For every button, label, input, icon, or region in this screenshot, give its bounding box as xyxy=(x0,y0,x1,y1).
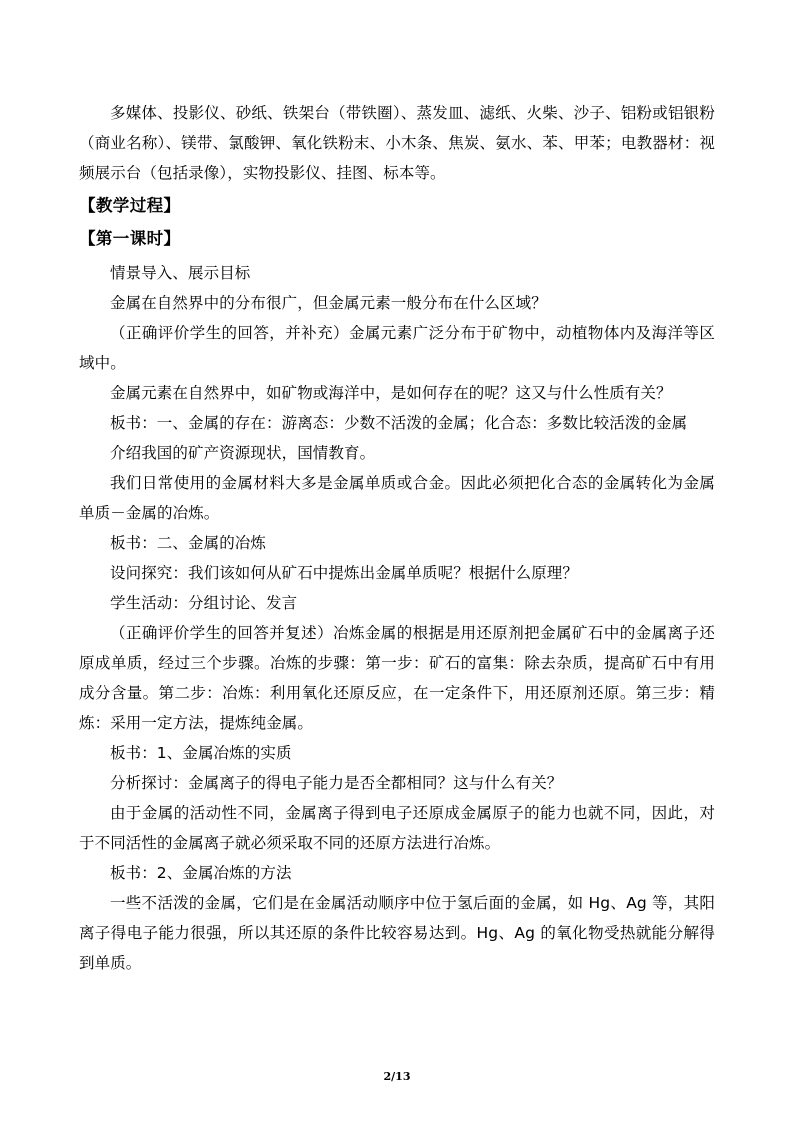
paragraph-board-smelting: 板书：二、金属的冶炼 xyxy=(110,534,267,552)
document-body xyxy=(79,98,715,978)
paragraph-inquiry-question: 设问探究：我们该如何从矿石中提炼出金属单质呢？根据什么原理？ xyxy=(110,564,579,582)
paragraph-student-activity: 学生活动：分组讨论、发言 xyxy=(110,594,298,612)
page-number: 2/13 xyxy=(383,1070,411,1083)
paragraph-inactive-metals: 一些不活泼的金属，它们是在金属活动顺序中位于氢后面的金属，如 Hg、Ag 等，其阳离子得电子能力很强，所以其还原的条件比较容易达到。Hg、Ag 的氧化物受热就能分解得到单质。 xyxy=(79,894,715,972)
paragraph-question-distribution: 金属在自然界中的分布很广，但金属元素一般分布在什么区域？ xyxy=(110,294,547,312)
section-heading-teaching-process: 【教学过程】 xyxy=(79,196,181,215)
materials-paragraph: 多媒体、投影仪、砂纸、铁架台（带铁圈）、蒸发皿、滤纸、火柴、沙子、铝粉或铝银粉（商业名称）、镁带、氯酸钾、氧化铁粉末、小木条、焦炭、氨水、苯、甲苯；电教器材：视频展示台（包括录像），实物投影仪、挂图、标本等。 xyxy=(79,104,715,182)
paragraph-analysis-question: 分析探讨：金属离子的得电子能力是否全都相同？这与什么有关？ xyxy=(110,774,563,792)
section-heading-first-lesson: 【第一课时】 xyxy=(79,229,181,248)
paragraph-board-essence: 板书：1、金属冶炼的实质 xyxy=(110,744,292,762)
paragraph-question-existence: 金属元素在自然界中，如矿物或海洋中，是如何存在的呢？这又与什么性质有关？ xyxy=(110,384,672,402)
paragraph-board-methods: 板书：2、金属冶炼的方法 xyxy=(110,864,292,882)
paragraph-metal-materials: 我们日常使用的金属材料大多是金属单质或合金。因此必须把化合态的金属转化为金属单质－金属的冶炼。 xyxy=(79,474,715,522)
paragraph-smelting-steps: （正确评价学生的回答并复述）冶炼金属的根据是用还原剂把金属矿石中的金属离子还原成单质，经过三个步骤。冶炼的步骤：第一步：矿石的富集：除去杂质，提高矿石中有用成分含量。第二步：冶炼：利用氧化还原反应，在一定条件下，用还原剂还原。第三步：精炼：采用一定方法，提炼纯金属。 xyxy=(79,624,715,732)
paragraph-answer-distribution: （正确评价学生的回答，并补充）金属元素广泛分布于矿物中，动植物体内及海洋等区域中。 xyxy=(79,324,715,372)
paragraph-activity-explanation: 由于金属的活动性不同，金属离子得到电子还原成金属原子的能力也就不同，因此，对于不同活性的金属离子就必须采取不同的还原方法进行冶炼。 xyxy=(79,804,715,852)
paragraph-board-existence: 板书：一、金属的存在：游离态：少数不活泼的金属；化合态：多数比较活泼的金属 xyxy=(110,414,688,432)
paragraph-scene-intro: 情景导入、展示目标 xyxy=(110,264,251,282)
paragraph-national-resources: 介绍我国的矿产资源现状，国情教育。 xyxy=(110,444,376,462)
